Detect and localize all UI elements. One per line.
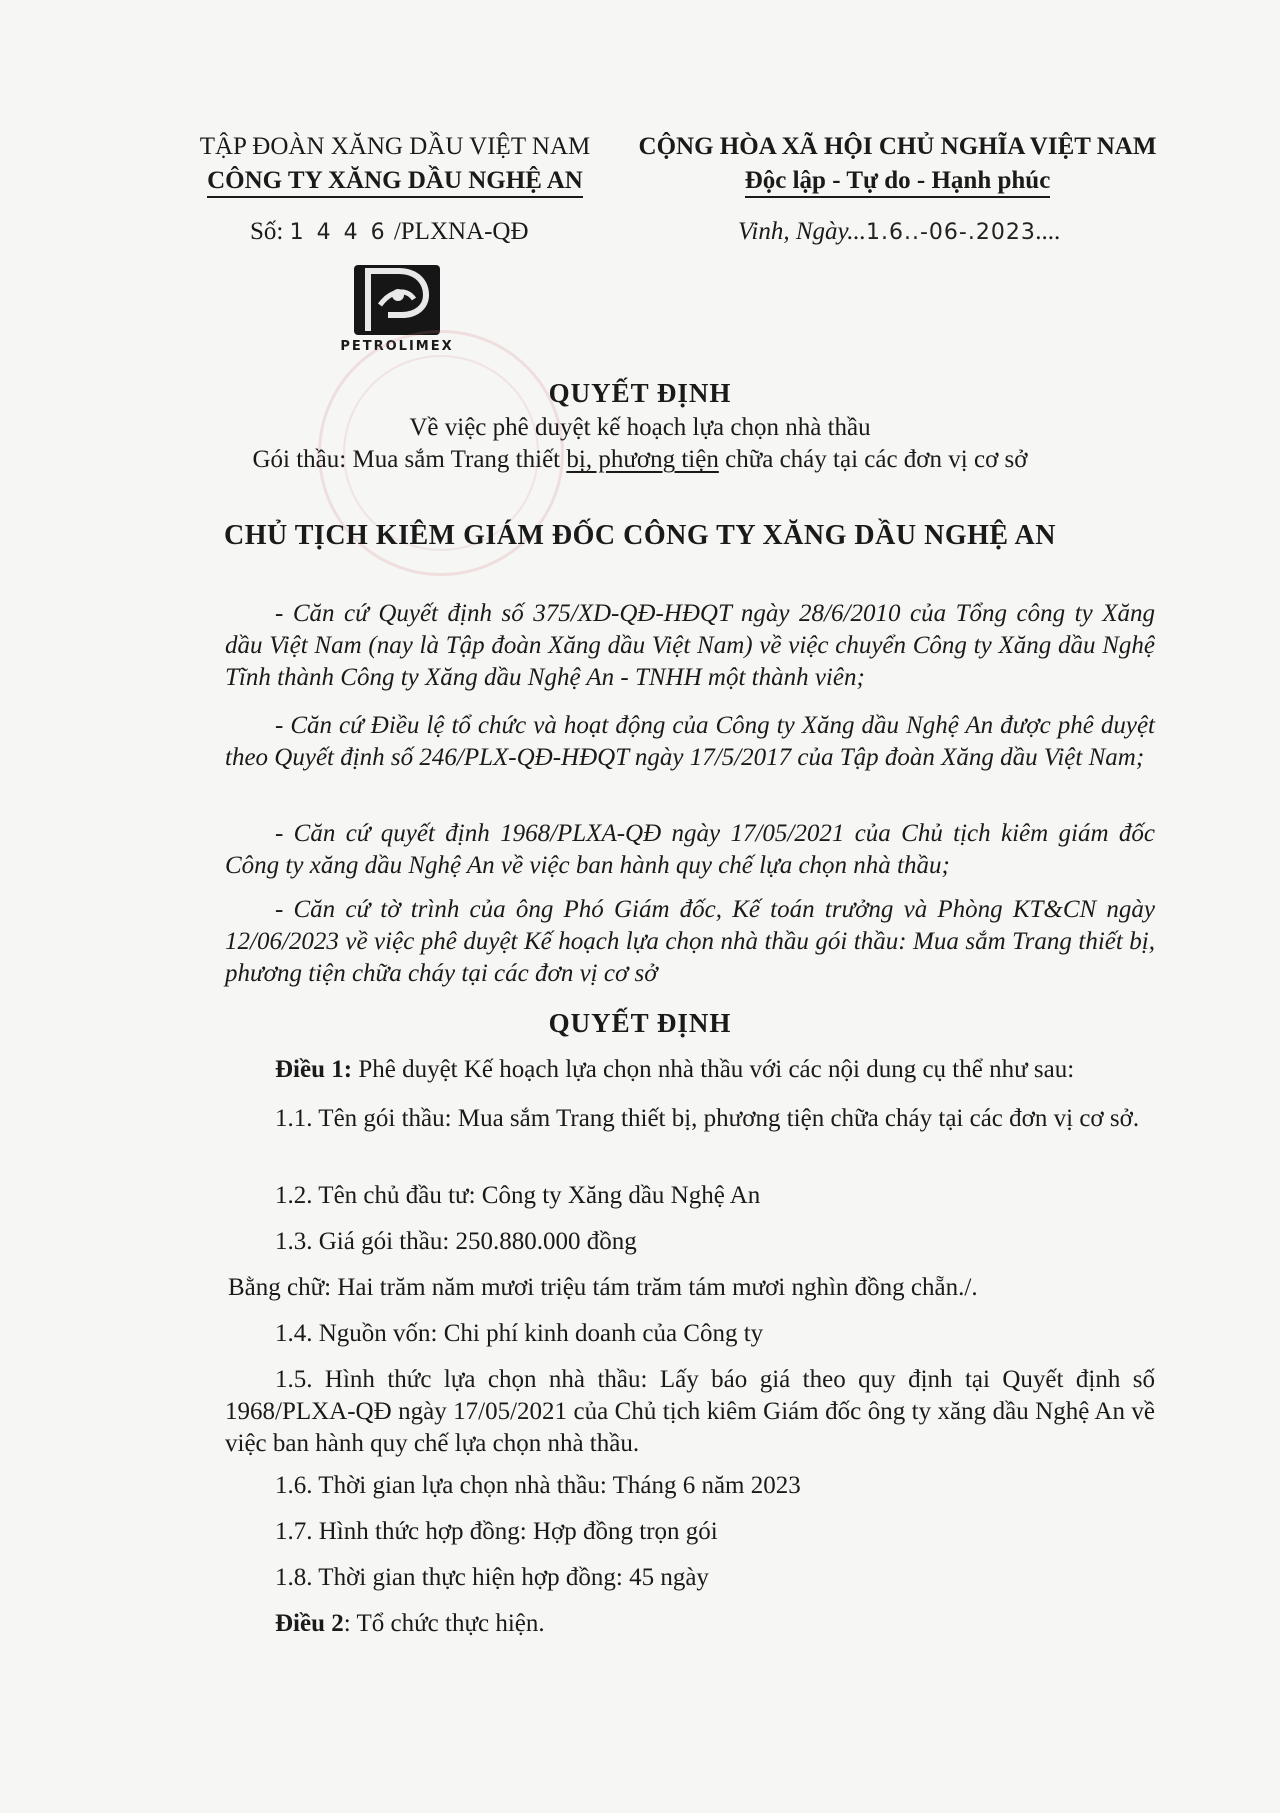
issuing-organization: CÔNG TY XĂNG DẦU NGHỆ AN	[207, 166, 583, 198]
parent-organization: TẬP ĐOÀN XĂNG DẦU VIỆT NAM	[199, 133, 591, 160]
article-item-1-1: 1.1. Tên gói thầu: Mua sắm Trang thiết bị, phương tiện chữa cháy tại các đơn vị cơ sở.	[275, 1105, 1140, 1132]
article-item-1-6: 1.6. Thời gian lựa chọn nhà thầu: Tháng 6 năm 2023	[275, 1472, 801, 1499]
issuing-authority: CHỦ TỊCH KIÊM GIÁM ĐỐC CÔNG TY XĂNG DẦU NGHỆ AN	[224, 520, 1056, 551]
article-item-1-5: 1.5. Hình thức lựa chọn nhà thầu: Lấy báo giá theo quy định tại Quyết định số 1968/PLXA-QĐ ngày 17/05/2021 của Chủ tịch kiêm Giám đốc ông ty xăng dầu Nghệ An về việc ban hành quy chế lựa chọn nhà thầu.	[225, 1366, 1155, 1457]
legal-basis-2: - Căn cứ Điều lệ tổ chức và hoạt động của Công ty Xăng dầu Nghệ An được phê duyệt theo Quyết định số 246/PLX-QĐ-HĐQT ngày 17/5/2017 của Tập đoàn Xăng dầu Việt Nam;	[225, 712, 1155, 771]
article-item-1-8: 1.8. Thời gian thực hiện hợp đồng: 45 ngày	[275, 1564, 709, 1591]
decision-heading: QUYẾT ĐỊNH	[548, 1008, 732, 1038]
document-number: Số: 1 4 4 6 /PLXNA-QĐ	[250, 218, 529, 245]
place-and-date: Vinh, Ngày...1.6..-06-.2023....	[738, 218, 1061, 245]
national-motto: Độc lập - Tự do - Hạnh phúc	[745, 166, 1051, 198]
article-item-1-4: 1.4. Nguồn vốn: Chi phí kinh doanh của Công ty	[275, 1320, 764, 1347]
article-2-label: Điều 2	[275, 1610, 344, 1637]
decision-subject: Về việc phê duyệt kế hoạch lựa chọn nhà thầu	[409, 414, 871, 441]
logo-text: PETROLIMEX	[340, 339, 454, 354]
issuer-block	[175, 130, 615, 198]
article-1: Điều 1: Phê duyệt Kế hoạch lựa chọn nhà thầu với các nội dung cụ thể như sau:	[275, 1056, 1075, 1083]
article-item-1-3: 1.3. Giá gói thầu: 250.880.000 đồng	[275, 1228, 637, 1255]
package-name: Gói thầu: Mua sắm Trang thiết bị, phương tiện chữa cháy tại các đơn vị cơ sở	[252, 446, 1028, 473]
article-2: Điều 2: Tổ chức thực hiện.	[275, 1610, 545, 1637]
amount-in-words: Bằng chữ: Hai trăm năm mươi triệu tám trăm tám mươi nghìn đồng chẵn./.	[228, 1274, 978, 1301]
legal-basis-3: - Căn cứ quyết định 1968/PLXA-QĐ ngày 17/05/2021 của Chủ tịch kiêm giám đốc Công ty xăng dầu Nghệ An về việc ban hành quy chế lựa chọn nhà thầu;	[225, 820, 1155, 879]
national-title-block	[625, 130, 1170, 198]
article-item-1-7: 1.7. Hình thức hợp đồng: Hợp đồng trọn gói	[275, 1518, 718, 1545]
legal-basis-1: - Căn cứ Quyết định số 375/XD-QĐ-HĐQT ngày 28/6/2010 của Tổng công ty Xăng dầu Việt Nam (nay là Tập đoàn Xăng dầu Việt Nam) về việc chuyển Công ty Xăng dầu Nghệ Tĩnh thành Công ty Xăng dầu Nghệ An - TNHH một thành viên;	[225, 600, 1155, 691]
legal-basis-4: - Căn cứ tờ trình của ông Phó Giám đốc, Kế toán trưởng và Phòng KT&CN ngày 12/06/2023 về việc phê duyệt Kế hoạch lựa chọn nhà thầu gói thầu: Mua sắm Trang thiết bị, phương tiện chữa cháy tại các đơn vị cơ sở	[225, 896, 1155, 987]
decision-title: QUYẾT ĐỊNH	[548, 378, 732, 408]
article-1-label: Điều 1:	[275, 1056, 353, 1083]
handwritten-date: 1.6..-06-.2023	[866, 220, 1036, 245]
handwritten-number: 1 4 4 6	[289, 220, 388, 245]
republic-title: CỘNG HÒA XÃ HỘI CHỦ NGHĨA VIỆT NAM	[638, 133, 1157, 160]
article-item-1-2: 1.2. Tên chủ đầu tư: Công ty Xăng dầu Nghệ An	[275, 1182, 761, 1209]
logo-mark-icon	[354, 265, 440, 335]
